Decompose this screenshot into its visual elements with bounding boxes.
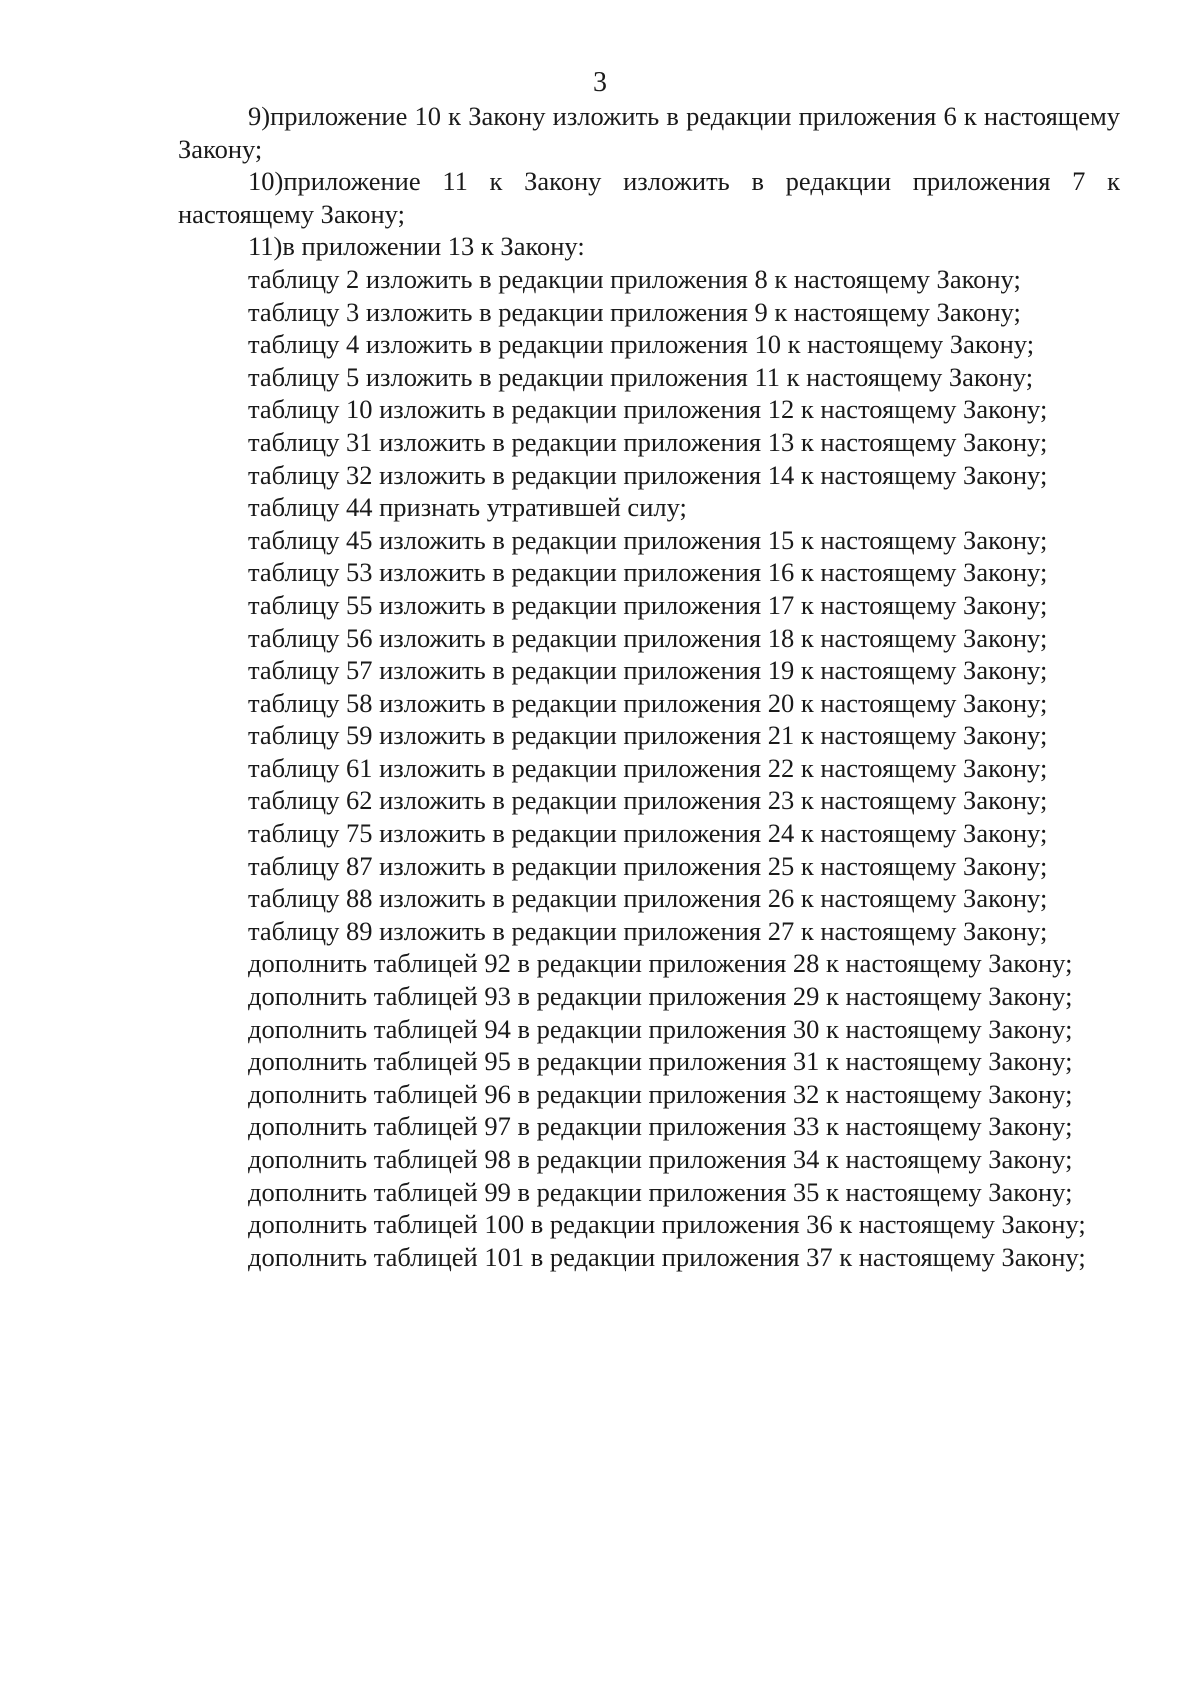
table-amendment-line: таблицу 31 изложить в редакции приложения 13 к настоящему Закону; bbox=[248, 426, 1048, 457]
paragraph: дополнить таблицей 96 в редакции приложения 32 к настоящему Закону; bbox=[248, 1078, 1073, 1109]
table-amendment-line: таблицу 56 изложить в редакции приложения 18 к настоящему Закону; bbox=[248, 622, 1048, 653]
table-amendment-line: таблицу 3 изложить в редакции приложения 9 к настоящему Закону; bbox=[248, 296, 1021, 327]
table-amendment-line: таблицу 61 изложить в редакции приложения 22 к настоящему Закону; bbox=[248, 752, 1048, 783]
paragraph: дополнить таблицей 92 в редакции приложения 28 к настоящему Закону; bbox=[248, 948, 1073, 979]
paragraph: дополнить таблицей 95 в редакции приложения 31 к настоящему Закону; bbox=[248, 1046, 1073, 1077]
table-amendment-line: таблицу 10 изложить в редакции приложения 12 к настоящему Закону; bbox=[248, 394, 1048, 425]
document-body bbox=[178, 100, 1120, 1273]
paragraph: дополнить таблицей 97 в редакции приложения 33 к настоящему Закону; bbox=[248, 1111, 1073, 1142]
table-amendment-line: таблицу 55 изложить в редакции приложения 17 к настоящему Закону; bbox=[248, 589, 1048, 620]
table-amendment-line: таблицу 45 изложить в редакции приложения 15 к настоящему Закону; bbox=[248, 524, 1048, 555]
table-amendment-line: таблицу 75 изложить в редакции приложения 24 к настоящему Закону; bbox=[248, 818, 1048, 849]
page-number: 3 bbox=[593, 67, 607, 98]
paragraph: 10)приложение 11 к Закону изложить в редакции приложения 7 к настоящему Закону; bbox=[178, 166, 1120, 229]
paragraph: дополнить таблицей 98 в редакции приложения 34 к настоящему Закону; bbox=[248, 1144, 1073, 1174]
paragraph: дополнить таблицей 99 в редакции приложения 35 к настоящему Закону; bbox=[248, 1176, 1073, 1207]
table-amendment-line: таблицу 5 изложить в редакции приложения 11 к настоящему Закону; bbox=[248, 361, 1034, 392]
paragraph: дополнить таблицей 100 в редакции приложения 36 к настоящему Закону; bbox=[248, 1209, 1086, 1240]
table-amendment-line: таблицу 59 изложить в редакции приложения 21 к настоящему Закону; bbox=[248, 720, 1048, 751]
table-amendment-line: таблицу 89 изложить в редакции приложения 27 к настоящему Закону; bbox=[248, 915, 1048, 946]
table-amendment-line: таблицу 87 изложить в редакции приложения 25 к настоящему Закону; bbox=[248, 850, 1048, 881]
table-amendment-line: таблицу 58 изложить в редакции приложения 20 к настоящему Закону; bbox=[248, 687, 1048, 718]
table-amendment-line: таблицу 4 изложить в редакции приложения 10 к настоящему Закону; bbox=[248, 329, 1035, 360]
paragraph: дополнить таблицей 93 в редакции приложения 29 к настоящему Закону; bbox=[248, 981, 1073, 1012]
table-amendment-line: таблицу 57 изложить в редакции приложения 19 к настоящему Закону; bbox=[248, 655, 1048, 686]
paragraph: 9)приложение 10 к Закону изложить в редакции приложения 6 к настоящему Закону; bbox=[178, 101, 1120, 164]
table-amendment-line: таблицу 2 изложить в редакции приложения 8 к настоящему Закону; bbox=[248, 263, 1021, 294]
table-amendment-line: таблицу 88 изложить в редакции приложения 26 к настоящему Закону; bbox=[248, 883, 1048, 914]
table-amendment-line: таблицу 62 изложить в редакции приложения 23 к настоящему Закону; bbox=[248, 785, 1048, 816]
list-item-heading: 11)в приложении 13 к Закону: bbox=[248, 231, 585, 262]
table-amendment-line: таблицу 32 изложить в редакции приложения 14 к настоящему Закону; bbox=[248, 459, 1048, 490]
table-amendment-line: таблицу 53 изложить в редакции приложения 16 к настоящему Закону; bbox=[248, 557, 1048, 588]
paragraph: дополнить таблицей 94 в редакции приложения 30 к настоящему Закону; bbox=[248, 1013, 1073, 1044]
paragraph: дополнить таблицей 101 в редакции приложения 37 к настоящему Закону; bbox=[248, 1241, 1086, 1272]
table-amendment-line: таблицу 44 признать утратившей силу; bbox=[248, 492, 687, 523]
